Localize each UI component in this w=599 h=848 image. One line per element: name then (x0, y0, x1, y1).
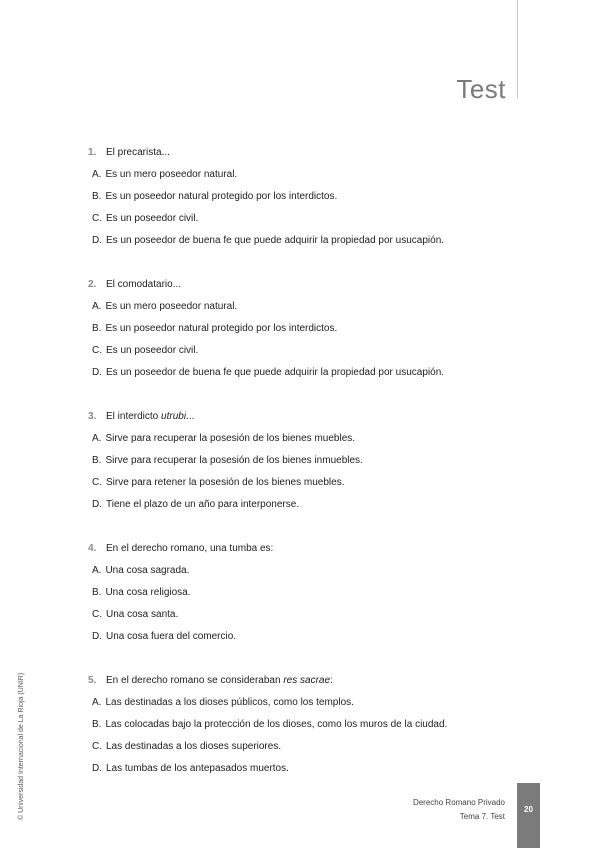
option-letter: D. (92, 630, 102, 642)
question-3 (88, 405, 508, 515)
option-letter: B. (92, 190, 102, 202)
option-text: Las destinadas a los dioses superiores. (106, 740, 282, 752)
option-text: Una cosa santa. (106, 608, 179, 620)
option-letter: B. (92, 322, 102, 334)
copyright-notice: © Universidad Internacional de La Rioja (UNIR) (18, 672, 25, 820)
option-text: Una cosa fuera del comercio. (106, 630, 237, 642)
option-text: Es un poseedor natural protegido por los interdictos. (105, 190, 338, 202)
question-header (88, 141, 508, 163)
question-header (88, 537, 508, 559)
option-text: Es un poseedor natural protegido por los interdictos. (105, 322, 338, 334)
answer-option (88, 471, 508, 493)
answer-option (88, 163, 508, 185)
option-letter: C. (92, 344, 102, 356)
page-title: Test (456, 74, 506, 104)
question-text-end: ... (186, 410, 195, 422)
option-text: Sirve para recuperar la posesión de los bienes muebles. (105, 432, 356, 444)
question-text-end: : (330, 674, 333, 686)
header-divider-line (517, 0, 518, 98)
question-text-start: El interdicto (106, 410, 162, 422)
answer-option (88, 339, 508, 361)
option-letter: B. (92, 718, 102, 730)
option-text: Es un poseedor de buena fe que puede adquirir la propiedad por usucapión. (106, 234, 445, 246)
question-header (88, 669, 508, 691)
option-text: Es un poseedor de buena fe que puede adquirir la propiedad por usucapión. (106, 366, 445, 378)
option-text: Una cosa sagrada. (105, 564, 190, 576)
footer-topic: Tema 7. Test (459, 812, 505, 821)
option-letter: A. (92, 168, 102, 180)
question-number: 2. (88, 278, 97, 290)
question-number: 1. (88, 146, 97, 158)
page-number: 20 (524, 805, 533, 814)
option-text: Las destinadas a los dioses públicos, como los templos. (105, 696, 354, 708)
question-1 (88, 141, 508, 251)
question-4 (88, 537, 508, 647)
question-text: El precarista... (106, 146, 170, 158)
answer-option (88, 207, 508, 229)
option-text: Es un poseedor civil. (106, 212, 199, 224)
answer-option (88, 361, 508, 383)
answer-option (88, 493, 508, 515)
answer-option (88, 229, 508, 251)
answer-option (88, 427, 508, 449)
footer-subject: Derecho Romano Privado (412, 798, 505, 807)
option-text: Es un poseedor civil. (106, 344, 199, 356)
option-letter: D. (92, 498, 102, 510)
question-text: El comodatario... (106, 278, 182, 290)
answer-option (88, 559, 508, 581)
option-letter: D. (92, 234, 102, 246)
option-text: Las colocadas bajo la protección de los dioses, como los muros de la ciudad. (105, 718, 448, 730)
question-number: 5. (88, 674, 97, 686)
answer-option (88, 295, 508, 317)
option-letter: B. (92, 586, 102, 598)
option-letter: C. (92, 476, 102, 488)
option-text: Las tumbas de los antepasados muertos. (106, 762, 289, 774)
option-text: Una cosa religiosa. (105, 586, 191, 598)
question-number: 3. (88, 410, 97, 422)
option-text: Tiene el plazo de un año para interponerse. (106, 498, 300, 510)
question-text-italic: res sacrae (283, 674, 331, 686)
question-header (88, 405, 508, 427)
option-letter: A. (92, 432, 102, 444)
question-text-start: En el derecho romano se consideraban (106, 674, 284, 686)
option-letter: A. (92, 300, 102, 312)
option-letter: A. (92, 564, 102, 576)
question-header (88, 273, 508, 295)
answer-option (88, 713, 508, 735)
question-text (106, 675, 333, 686)
question-5 (88, 669, 508, 779)
answer-option (88, 185, 508, 207)
question-2 (88, 273, 508, 383)
question-text: En el derecho romano, una tumba es: (106, 542, 274, 554)
answer-option (88, 317, 508, 339)
answer-option (88, 757, 508, 779)
option-letter: C. (92, 608, 102, 620)
option-letter: B. (92, 454, 102, 466)
question-text (106, 411, 194, 422)
answer-option (88, 449, 508, 471)
option-letter: C. (92, 212, 102, 224)
question-text-italic: utrubi (161, 410, 187, 422)
answer-option (88, 735, 508, 757)
option-letter: D. (92, 366, 102, 378)
answer-option (88, 581, 508, 603)
option-text: Sirve para recuperar la posesión de los bienes inmuebles. (105, 454, 363, 466)
question-number: 4. (88, 542, 97, 554)
option-letter: D. (92, 762, 102, 774)
answer-option (88, 691, 508, 713)
answer-option (88, 603, 508, 625)
option-text: Sirve para retener la posesión de los bienes muebles. (106, 476, 345, 488)
option-text: Es un mero poseedor natural. (105, 168, 238, 180)
option-letter: A. (92, 696, 102, 708)
option-text: Es un mero poseedor natural. (105, 300, 238, 312)
answer-option (88, 625, 508, 647)
page-number-box (517, 783, 540, 848)
option-letter: C. (92, 740, 102, 752)
questions-list (88, 141, 508, 801)
